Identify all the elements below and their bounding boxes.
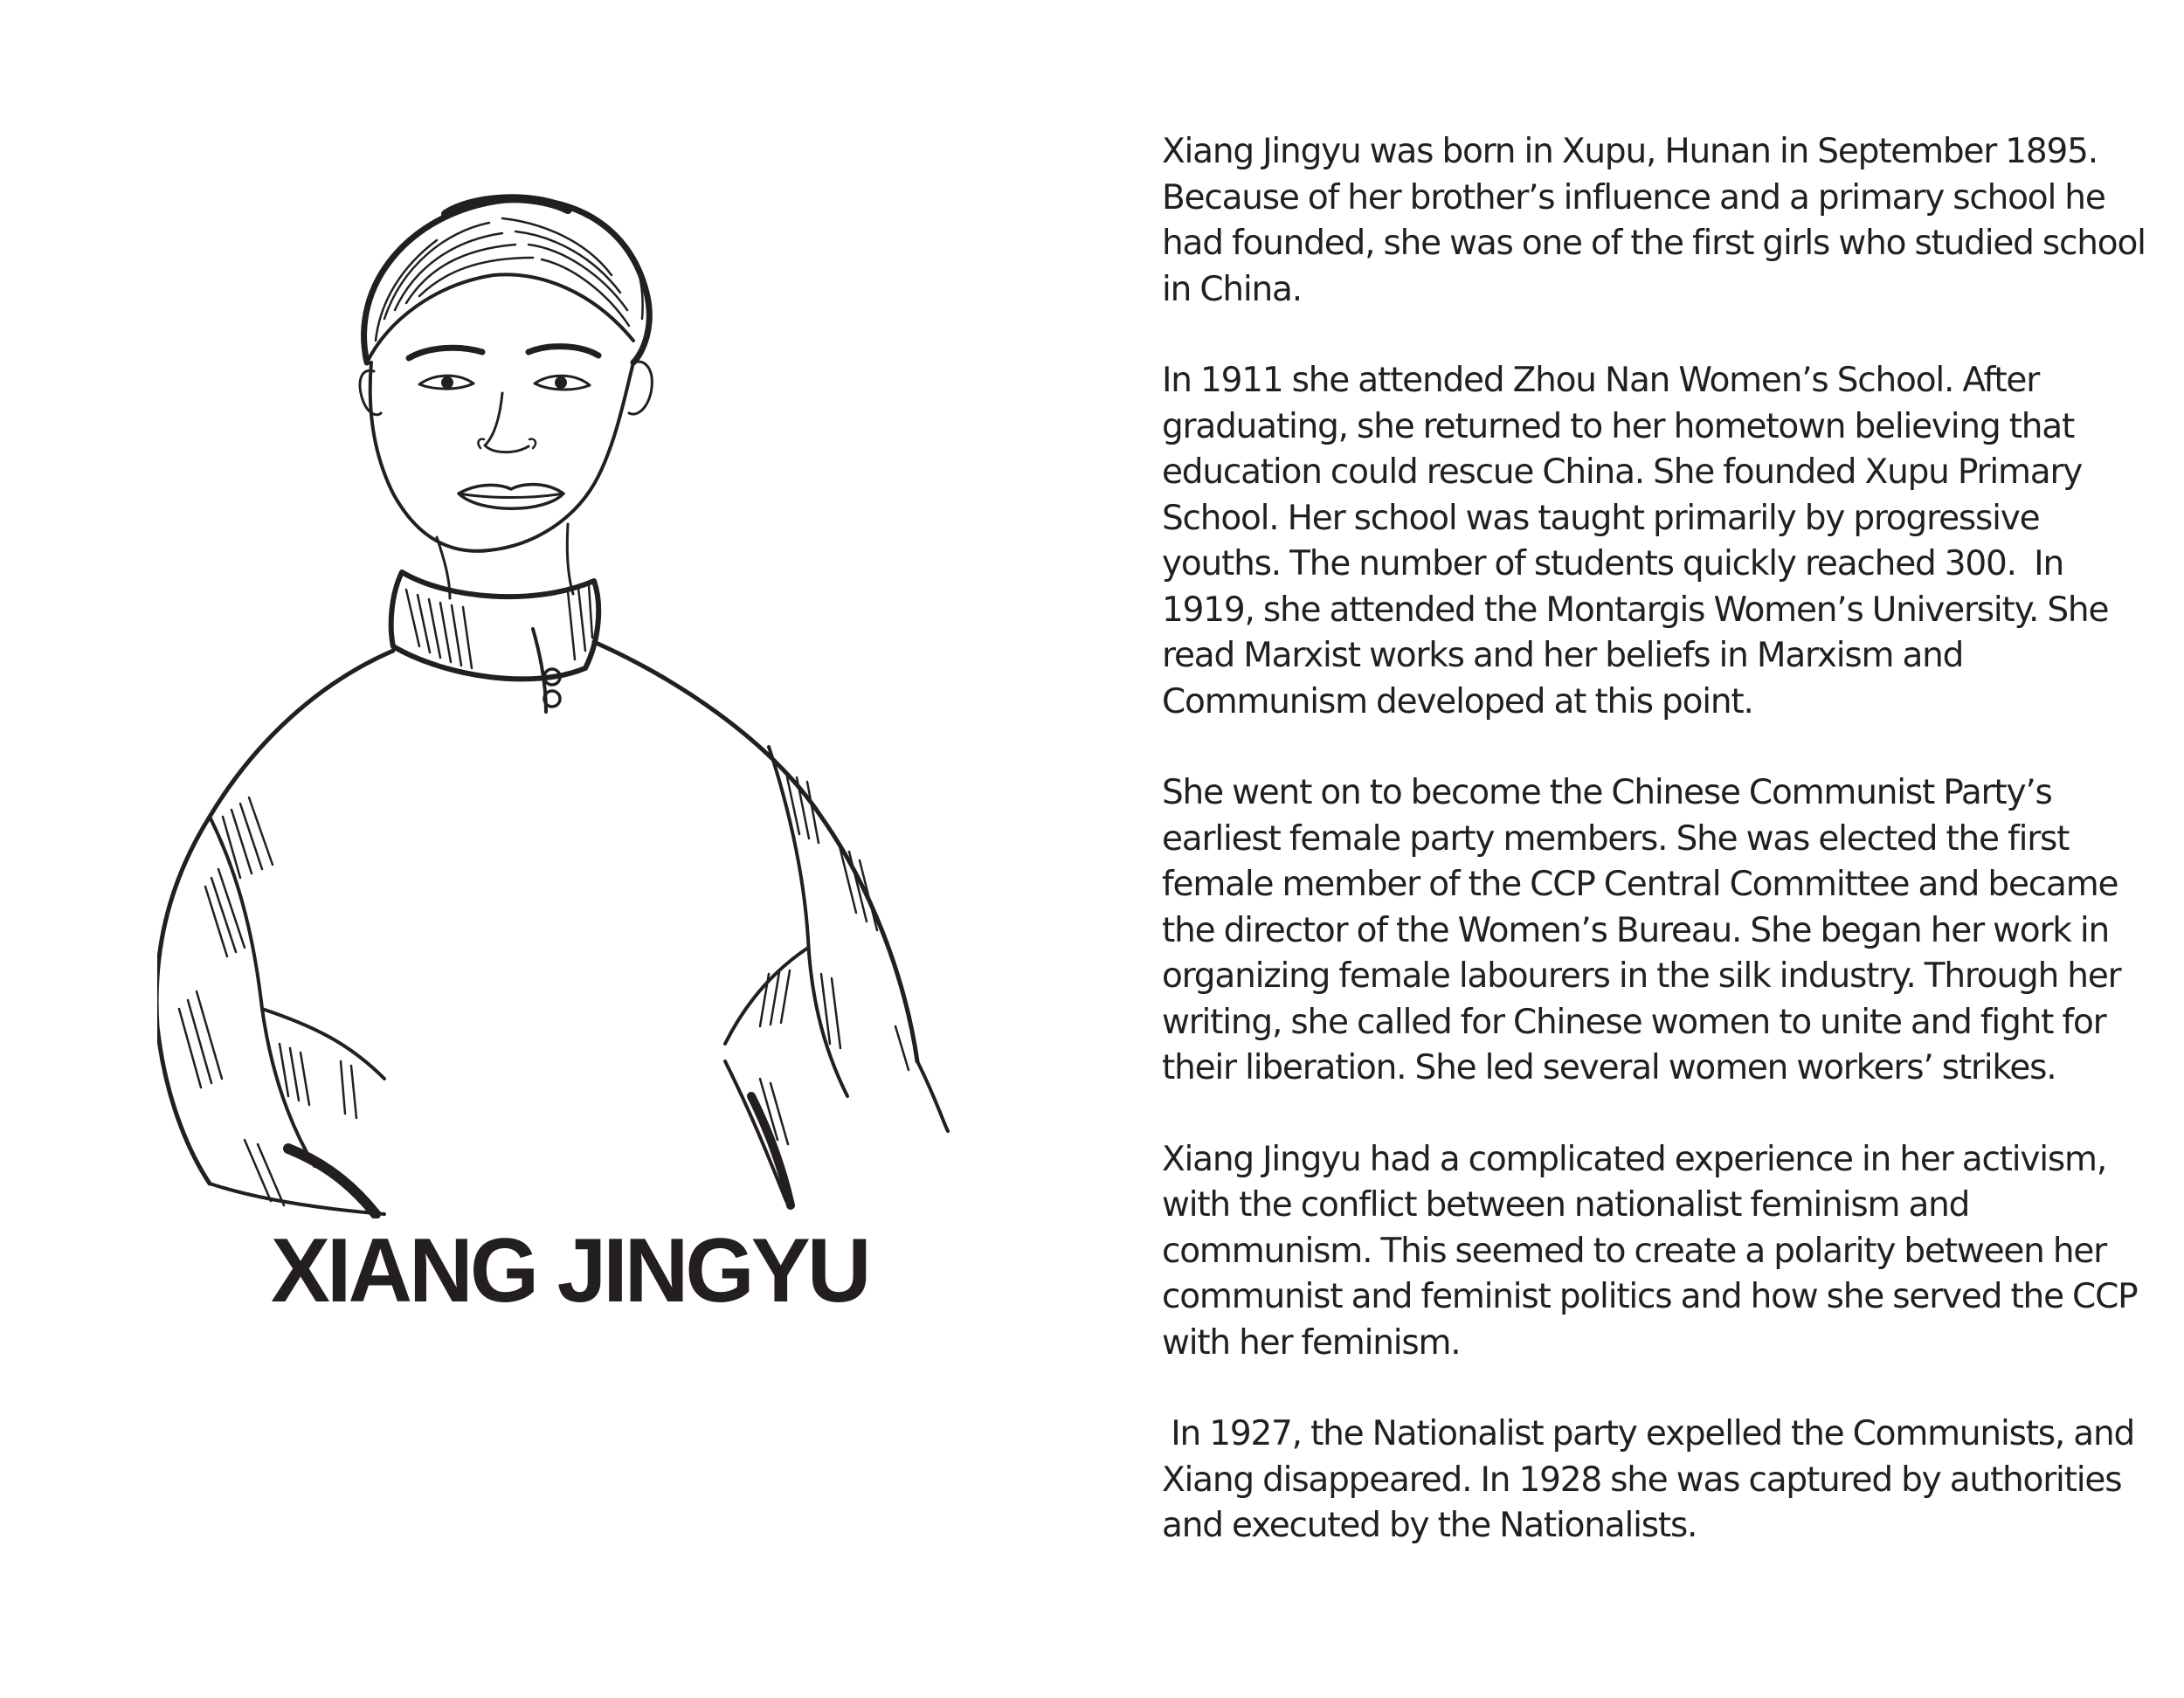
bio-paragraph: Xiang Jingyu had a complicated experience in her activism, with the conflict between nationalist feminism and communism. This seemed to create a polarity between her communist and feminist politics and how she served the CCP with her feminism. <box>1162 1139 2146 1363</box>
bio-paragraph: In 1927, the Nationalist party expelled the Communists, and Xiang disappeared. In 1928 she was captured by authorities and executed by the Nationalists. <box>1162 1414 2144 1545</box>
collar <box>391 572 599 712</box>
biography-text <box>1162 129 2158 1595</box>
bio-paragraph: Xiang Jingyu was born in Xupu, Hunan in September 1895. Because of her brother’s influence and a primary school he had founded, she was one of the first girls who studied school in China. <box>1162 132 2154 309</box>
hair <box>364 198 650 362</box>
bio-paragraph: She went on to become the Chinese Communist Party’s earliest female party members. She was elected the first female member of the CCP Central Committee and became the director of the Women’s Bureau. She began her work in organizing female labourers in the silk industry. Through her writing, she called for Chinese women to unite and fight for their liberation. She led several women workers’ strikes. <box>1162 773 2130 1087</box>
face <box>360 347 652 598</box>
jacket <box>157 642 948 1214</box>
bio-paragraph: In 1911 she attended Zhou Nan Women’s School. After graduating, she returned to her hometown believing that education could rescue China. She founded Xupu Primary School. Her school was taught primarily by progressive youths. The number of students quickly reached 300. In 1919, she attended the Montargis Women’s University. She read Marxist works and her beliefs in Marxism and Communism developed at this point. <box>1162 361 2118 721</box>
portrait-illustration <box>157 188 1013 1218</box>
page-title: XIANG JINGYU <box>271 1220 868 1322</box>
